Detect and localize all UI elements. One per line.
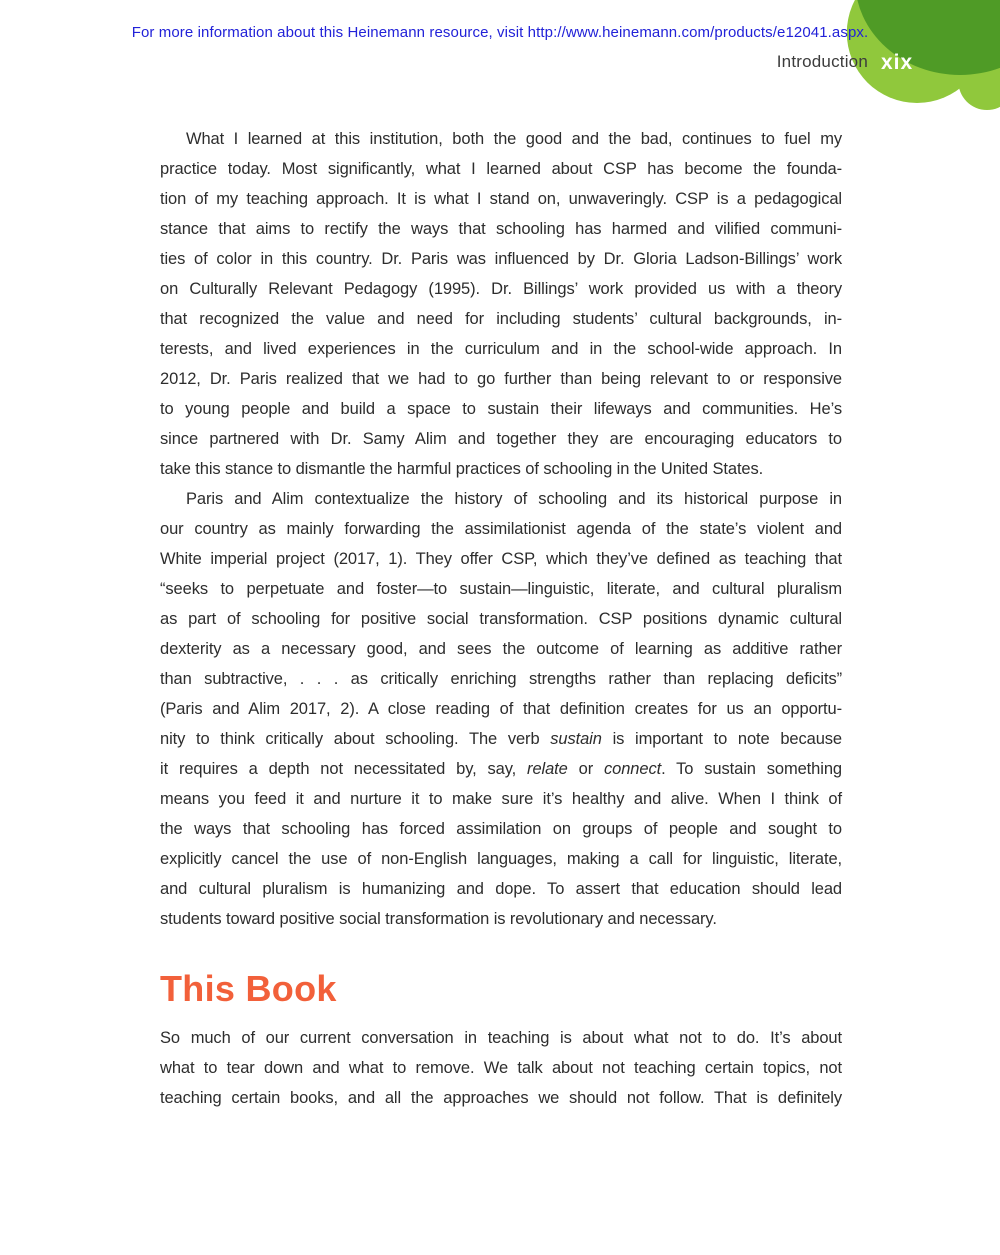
- text-line: What I learned at this institution, both the good and the bad, continues to fuel my: [186, 130, 842, 148]
- text-line: terests, and lived experiences in the curriculum and in the school-wide approach. In: [160, 340, 842, 358]
- text-line: what to tear down and what to remove. We talk about not teaching certain topics, not: [160, 1059, 842, 1077]
- text-line: the ways that schooling has forced assimilation on groups of people and sought to: [160, 820, 842, 838]
- text-line: Paris and Alim contextualize the history of schooling and its historical purpose in: [186, 490, 842, 508]
- text-line: (Paris and Alim 2017, 2). A close reading of that definition creates for us an opportu-: [160, 700, 842, 718]
- text-line: since partnered with Dr. Samy Alim and together they are encouraging educators to: [160, 430, 842, 448]
- text-line: means you feed it and nurture it to make sure it’s healthy and alive. When I think of: [160, 790, 842, 808]
- text-line: as part of schooling for positive social transformation. CSP positions dynamic cultural: [160, 610, 842, 628]
- text-line: nity to think critically about schooling. The verb sustain is important to note because: [160, 730, 842, 748]
- text-line: it requires a depth not necessitated by, say, relate or connect. To sustain something: [160, 760, 842, 778]
- paragraph-3: [160, 1023, 842, 1113]
- text-line: tion of my teaching approach. It is what I stand on, unwaveringly. CSP is a pedagogical: [160, 190, 842, 208]
- text-line: dexterity as a necessary good, and sees the outcome of learning as additive rather: [160, 640, 842, 658]
- text-line: 2012, Dr. Paris realized that we had to go further than being relevant to or responsive: [160, 370, 842, 388]
- heinemann-resource-link[interactable]: For more information about this Heinemann resource, visit http://www.heinemann.com/products/e12041.aspx.: [131, 24, 869, 41]
- paragraph-1: [160, 124, 842, 484]
- text-line: ties of color in this country. Dr. Paris was influenced by Dr. Gloria Ladson-Billings’ work: [160, 250, 842, 268]
- page-number: xix: [881, 51, 914, 74]
- text-line: our country as mainly forwarding the assimilationist agenda of the state’s violent and: [160, 520, 842, 538]
- paragraph-2: [160, 484, 842, 934]
- text-line: and cultural pluralism is humanizing and dope. To assert that education should lead: [160, 880, 842, 898]
- text-line: take this stance to dismantle the harmful practices of schooling in the United States.: [160, 460, 764, 478]
- text-line: explicitly cancel the use of non-English languages, making a call for linguistic, literate,: [160, 850, 842, 868]
- page-body: [160, 124, 842, 1113]
- text-line: on Culturally Relevant Pedagogy (1995). Dr. Billings’ work provided us with a theory: [160, 280, 842, 298]
- text-line: that recognized the value and need for including students’ cultural backgrounds, in-: [160, 310, 842, 328]
- running-head: Introduction: [776, 52, 868, 71]
- text-line: students toward positive social transformation is revolutionary and necessary.: [160, 910, 717, 928]
- text-line: stance that aims to rectify the ways that schooling has harmed and vilified communi-: [160, 220, 842, 238]
- text-line: “seeks to perpetuate and foster—to sustain—linguistic, literate, and cultural pluralism: [160, 580, 842, 598]
- text-line: White imperial project (2017, 1). They offer CSP, which they’ve defined as teaching that: [160, 550, 842, 568]
- section-heading-this-book: This Book: [160, 968, 337, 1009]
- text-line: than subtractive, . . . as critically enriching strengths rather than replacing deficits”: [160, 670, 842, 688]
- text-line: So much of our current conversation in teaching is about what not to do. It’s about: [160, 1029, 842, 1047]
- text-line: practice today. Most significantly, what I learned about CSP has become the founda-: [160, 160, 842, 178]
- text-line: teaching certain books, and all the approaches we should not follow. That is definitely: [160, 1089, 842, 1107]
- text-line: to young people and build a space to sustain their lifeways and communities. He’s: [160, 400, 842, 418]
